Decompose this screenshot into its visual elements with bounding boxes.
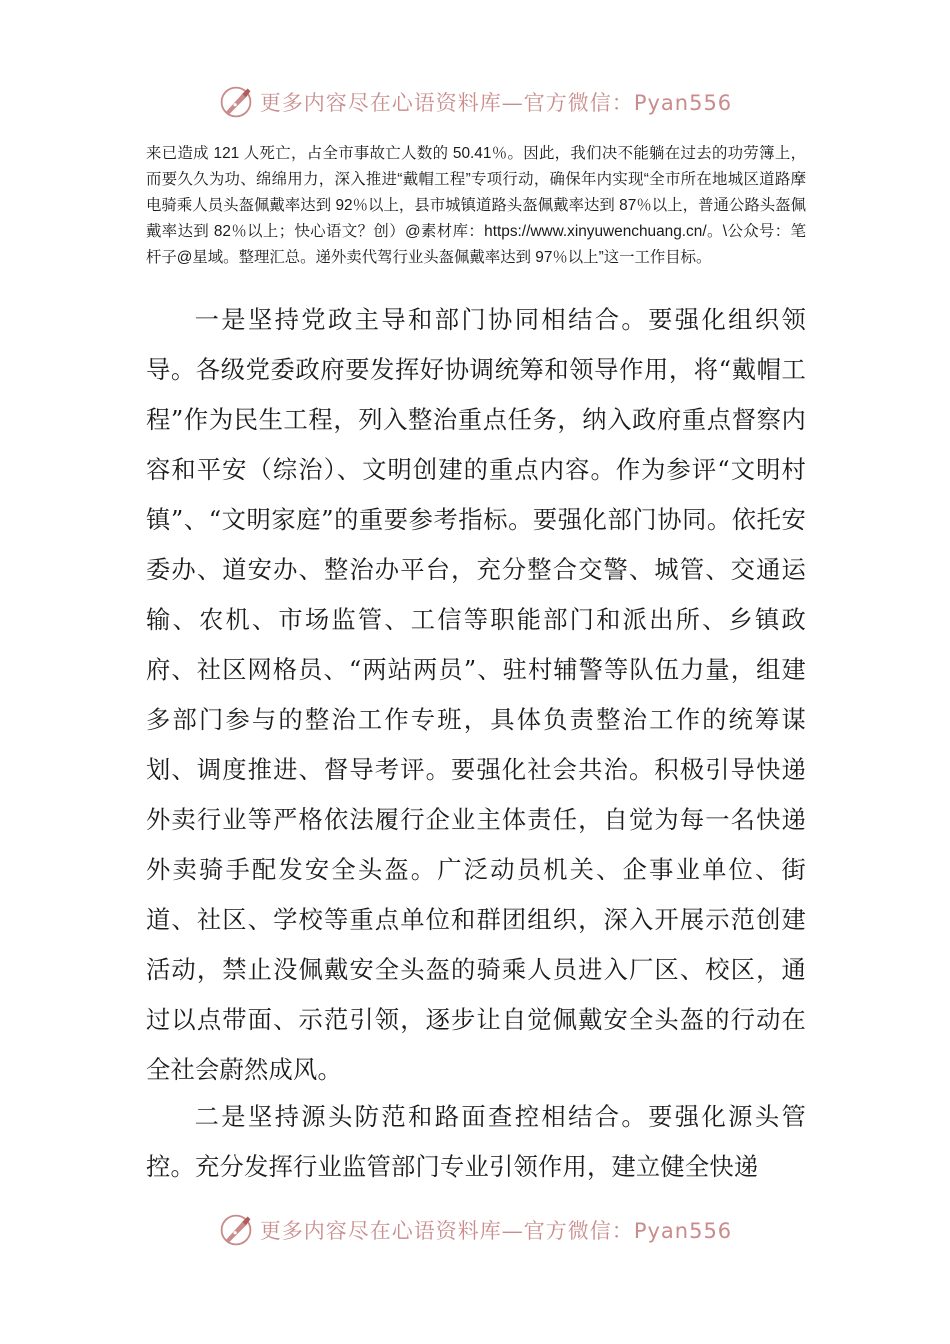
intro-paragraph: 来已造成 121 人死亡，占全市事故亡人数的 50.41％。因此，我们决不能躺在过去的功劳簿上，而要久久为功、绵绵用力，深入推进“戴帽工程”专项行动，确保年内实现“全市所在地城区道路摩电骑乘人员头盔佩戴率达到 92％以上，县市城镇道路头盔佩戴率达到 87％以上，普通公路头盔佩戴率达到 82％以上；快心语文？创）@素材库：https://www.xinyuwenchuang.cn/。\公众号：笔杆子@星域。整理汇总。递外卖代驾行业头盔佩戴率达到 97％以上”这一工作目标。 bbox=[146, 145, 806, 266]
wechat-id: Pyan556 bbox=[633, 91, 733, 115]
paragraph-first-point: 一是坚持党政主导和部门协同相结合。要强化组织领导。各级党委政府要发挥好协调统筹和领导作用，将“戴帽工程”作为民生工程，列入整治重点任务，纳入政府重点督察内容和平安（综治）、文明创建的重点内容。作为参评“文明村镇”、“文明家庭”的重要参考指标。要强化部门协同。依托安委办、道安办、整治办平台，充分整合交警、城管、交通运输、农机、市场监管、工信等职能部门和派出所、乡镇政府、社区网格员、“两站两员”、驻村辅警等队伍力量，组建多部门参与的整治工作专班，具体负责整治工作的统筹谋划、调度推进、督导考评。要强化社会共治。积极引导快递外卖行业等严格依法履行企业主体责任，自觉为每一名快递外卖骑手配发安全头盔。广泛动员机关、企事业单位、街道、社区、学校等重点单位和群团组织，深入开展示范创建活动，禁止没佩戴安全头盔的骑乘人员进入厂区、校区，通过以点带面、示范引领，逐步让自觉佩戴安全头盔的行动在全社会蔚然成风。 bbox=[146, 305, 806, 1084]
footer-banner bbox=[0, 1208, 950, 1252]
paragraph-second-point: 二是坚持源头防范和路面查控相结合。要强化源头管控。充分发挥行业监管部门专业引领作用，建立健全快递 bbox=[146, 1102, 806, 1181]
wechat-id: Pyan556 bbox=[633, 1219, 733, 1243]
pen-nib-logo-icon bbox=[218, 1212, 254, 1248]
banner-text: 更多内容尽在心语资料库—官方微信：Pyan556 bbox=[259, 91, 733, 115]
banner-text: 更多内容尽在心语资料库—官方微信：Pyan556 bbox=[259, 1219, 733, 1243]
pen-nib-logo-icon bbox=[218, 84, 254, 120]
header-banner bbox=[0, 80, 950, 124]
